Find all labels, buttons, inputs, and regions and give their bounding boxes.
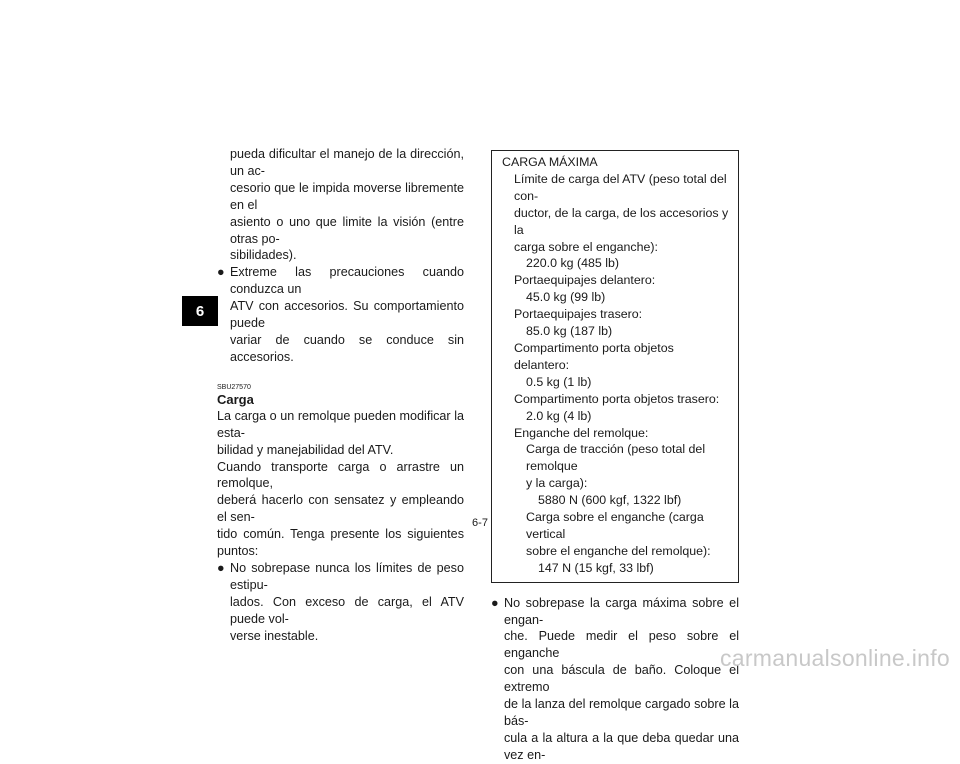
text-line: asiento o uno que limite la visión (entre otras po- [230, 214, 464, 246]
section-heading: Carga [217, 391, 254, 407]
bullet-icon: ● [217, 265, 225, 280]
spec-line: Compartimento porta objetos delantero: [514, 340, 674, 372]
spec-line: 147 N (15 kgf, 33 lbf) [538, 560, 654, 575]
spec-line: Límite de carga del ATV (peso total del con- [514, 171, 727, 203]
spec-box-title: CARGA MÁXIMA [502, 155, 598, 169]
spec-line: 5880 N (600 kgf, 1322 lbf) [538, 493, 682, 508]
section-code: SBU27570 [217, 383, 251, 391]
text-line: lados. Con exceso de carga, el ATV puede vol- [230, 594, 464, 626]
spec-line: 2.0 kg (4 lb) [526, 408, 592, 423]
spec-line: 0.5 kg (1 lb) [526, 374, 592, 389]
bullet-hitch-load [491, 595, 739, 764]
right-column [491, 150, 739, 764]
text-line: La carga o un remolque pueden modificar la esta- [217, 408, 464, 440]
spec-lines [502, 171, 732, 577]
text-line: No sobrepase nunca los límites de peso estipu- [230, 560, 464, 592]
spec-line: carga sobre el enganche): [514, 239, 658, 254]
spec-line: 45.0 kg (99 lb) [526, 290, 606, 305]
spec-line: ductor, de la carga, de los accesorios y la [514, 205, 729, 237]
left-column [217, 146, 464, 644]
watermark: carmanualsonline.info [719, 645, 950, 671]
text-line: cesorio que le impida moverse libremente en el [230, 180, 464, 212]
text-line: Cuando transporte carga o arrastre un remolque, [217, 459, 464, 491]
bullet-accessories [217, 264, 464, 365]
spec-line: y la carga): [526, 476, 588, 491]
spec-line: Enganche del remolque: [514, 425, 649, 440]
bullet-icon: ● [217, 560, 225, 575]
text-line: bilidad y manejabilidad del ATV. [217, 442, 394, 457]
text-line: che. Puede medir el peso sobre el enganche [504, 629, 739, 661]
text-line: de la lanza del remolque cargado sobre la bás- [504, 697, 739, 728]
spec-line: 220.0 kg (485 lb) [526, 256, 619, 271]
spec-line: Carga de tracción (peso total del remolque [526, 442, 706, 474]
text-line: verse inestable. [230, 628, 319, 643]
spec-line: 85.0 kg (187 lb) [526, 324, 613, 339]
text-line: No sobrepase la carga máxima sobre el engan- [504, 595, 739, 627]
paragraph-common-sense [217, 459, 464, 560]
text-line: ATV con accesorios. Su comportamiento puede [230, 299, 464, 331]
spec-line: Portaequipajes trasero: [514, 307, 643, 322]
text-line: cula a la altura a la que deba quedar una vez en- [504, 730, 739, 762]
max-load-spec-box [491, 150, 739, 583]
text-line: con una báscula de baño. Coloque el extremo [504, 663, 739, 695]
text-line: deberá hacerlo con sensatez y empleando el sen- [217, 493, 464, 525]
spec-line: sobre el enganche del remolque): [526, 543, 711, 558]
bullet-icon: ● [491, 595, 499, 610]
text-line: variar de cuando se conduce sin accesorios. [230, 332, 464, 364]
paragraph-stability [217, 408, 464, 459]
continued-paragraph [217, 146, 464, 264]
text-line: tido común. Tenga presente los siguientes puntos: [217, 527, 464, 559]
text-line: sibilidades). [230, 248, 297, 263]
page-number: 6-7 [472, 517, 488, 529]
chapter-tab: 6 [182, 296, 218, 326]
text-line: Extreme las precauciones cuando conduzca un [230, 265, 464, 297]
spec-line: Portaequipajes delantero: [514, 273, 656, 288]
bullet-weight-limits [217, 560, 464, 645]
spec-line: Compartimento porta objetos trasero: [514, 391, 720, 406]
text-line: pueda dificultar el manejo de la dirección, un ac- [230, 147, 464, 178]
spec-line: Carga sobre el enganche (carga vertical [526, 510, 704, 541]
